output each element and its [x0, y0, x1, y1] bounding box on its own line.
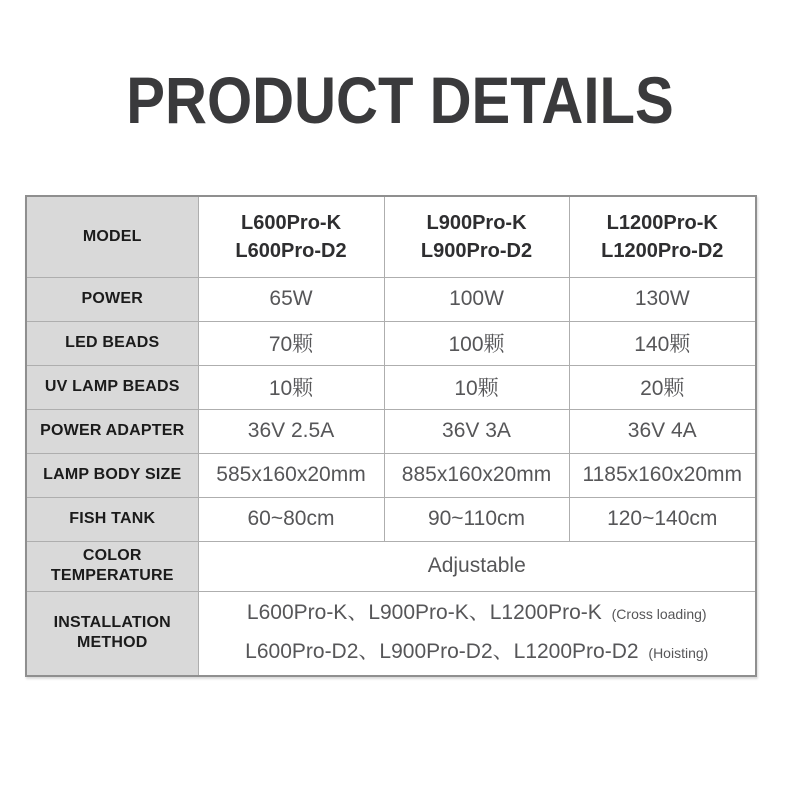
table-row-power: [26, 277, 756, 321]
installation-note: (Hoisting): [648, 645, 709, 662]
model-name: L900Pro-D2: [420, 239, 533, 262]
installation-models: L600Pro-K、L900Pro-K、L1200Pro-K: [246, 601, 602, 625]
size-value-col3: 1185x160x20mm: [569, 453, 756, 497]
table-row-lamp-body-size: [26, 453, 756, 497]
row-label-lamp-body-size: LAMP BODY SIZE: [26, 453, 198, 497]
table-row-uv-lamp-beads: [26, 365, 756, 409]
installation-note: (Cross loading): [611, 606, 707, 623]
row-label-model: MODEL: [26, 196, 198, 277]
adapter-value-col2: 36V 3A: [384, 409, 569, 453]
installation-line-cross-loading: [203, 594, 752, 633]
power-value-col3: 130W: [569, 277, 756, 321]
model-cell-col2: [384, 196, 569, 277]
page-title: PRODUCT DETAILS: [126, 63, 674, 137]
size-value-col2: 885x160x20mm: [384, 453, 569, 497]
adapter-value-col3: 36V 4A: [569, 409, 756, 453]
installation-line-hoisting: [203, 633, 752, 672]
product-details-table: [25, 195, 757, 677]
uv-beads-value-col3: 20颗: [569, 365, 756, 409]
table-row-fish-tank: [26, 497, 756, 541]
model-name: L600Pro-D2: [235, 239, 347, 262]
power-value-col1: 65W: [198, 277, 384, 321]
label-line: METHOD: [76, 634, 148, 652]
installation-method-value: [198, 591, 756, 676]
installation-models: L600Pro-D2、L900Pro-D2、L1200Pro-D2: [245, 640, 639, 664]
row-label-uv-lamp-beads: UV LAMP BEADS: [26, 365, 198, 409]
model-name: L1200Pro-D2: [601, 239, 724, 262]
row-label-power: POWER: [26, 277, 198, 321]
power-value-col2: 100W: [384, 277, 569, 321]
color-temperature-value: Adjustable: [198, 541, 756, 591]
table-row-model: [26, 196, 756, 277]
table-row-led-beads: [26, 321, 756, 365]
adapter-value-col1: 36V 2.5A: [198, 409, 384, 453]
tank-value-col3: 120~140cm: [569, 497, 756, 541]
table-row-color-temperature: [26, 541, 756, 591]
led-beads-value-col2: 100颗: [384, 321, 569, 365]
label-line: COLOR: [82, 547, 142, 564]
table-row-power-adapter: [26, 409, 756, 453]
label-line: TEMPERATURE: [50, 567, 174, 584]
model-cell-col1: [198, 196, 384, 277]
tank-value-col2: 90~110cm: [384, 497, 569, 541]
row-label-installation-method: [26, 591, 198, 676]
led-beads-value-col3: 140颗: [569, 321, 756, 365]
model-cell-col3: [569, 196, 756, 277]
led-beads-value-col1: 70颗: [198, 321, 384, 365]
tank-value-col1: 60~80cm: [198, 497, 384, 541]
model-name: L900Pro-K: [426, 211, 527, 234]
table-row-installation-method: [26, 591, 756, 676]
row-label-color-temperature: [26, 541, 198, 591]
label-line: INSTALLATION: [53, 614, 171, 632]
row-label-power-adapter: POWER ADAPTER: [26, 409, 198, 453]
model-name: L1200Pro-K: [606, 211, 718, 234]
model-name: L600Pro-K: [240, 211, 342, 234]
size-value-col1: 585x160x20mm: [198, 453, 384, 497]
uv-beads-value-col2: 10颗: [384, 365, 569, 409]
row-label-led-beads: LED BEADS: [26, 321, 198, 365]
row-label-fish-tank: FISH TANK: [26, 497, 198, 541]
uv-beads-value-col1: 10颗: [198, 365, 384, 409]
